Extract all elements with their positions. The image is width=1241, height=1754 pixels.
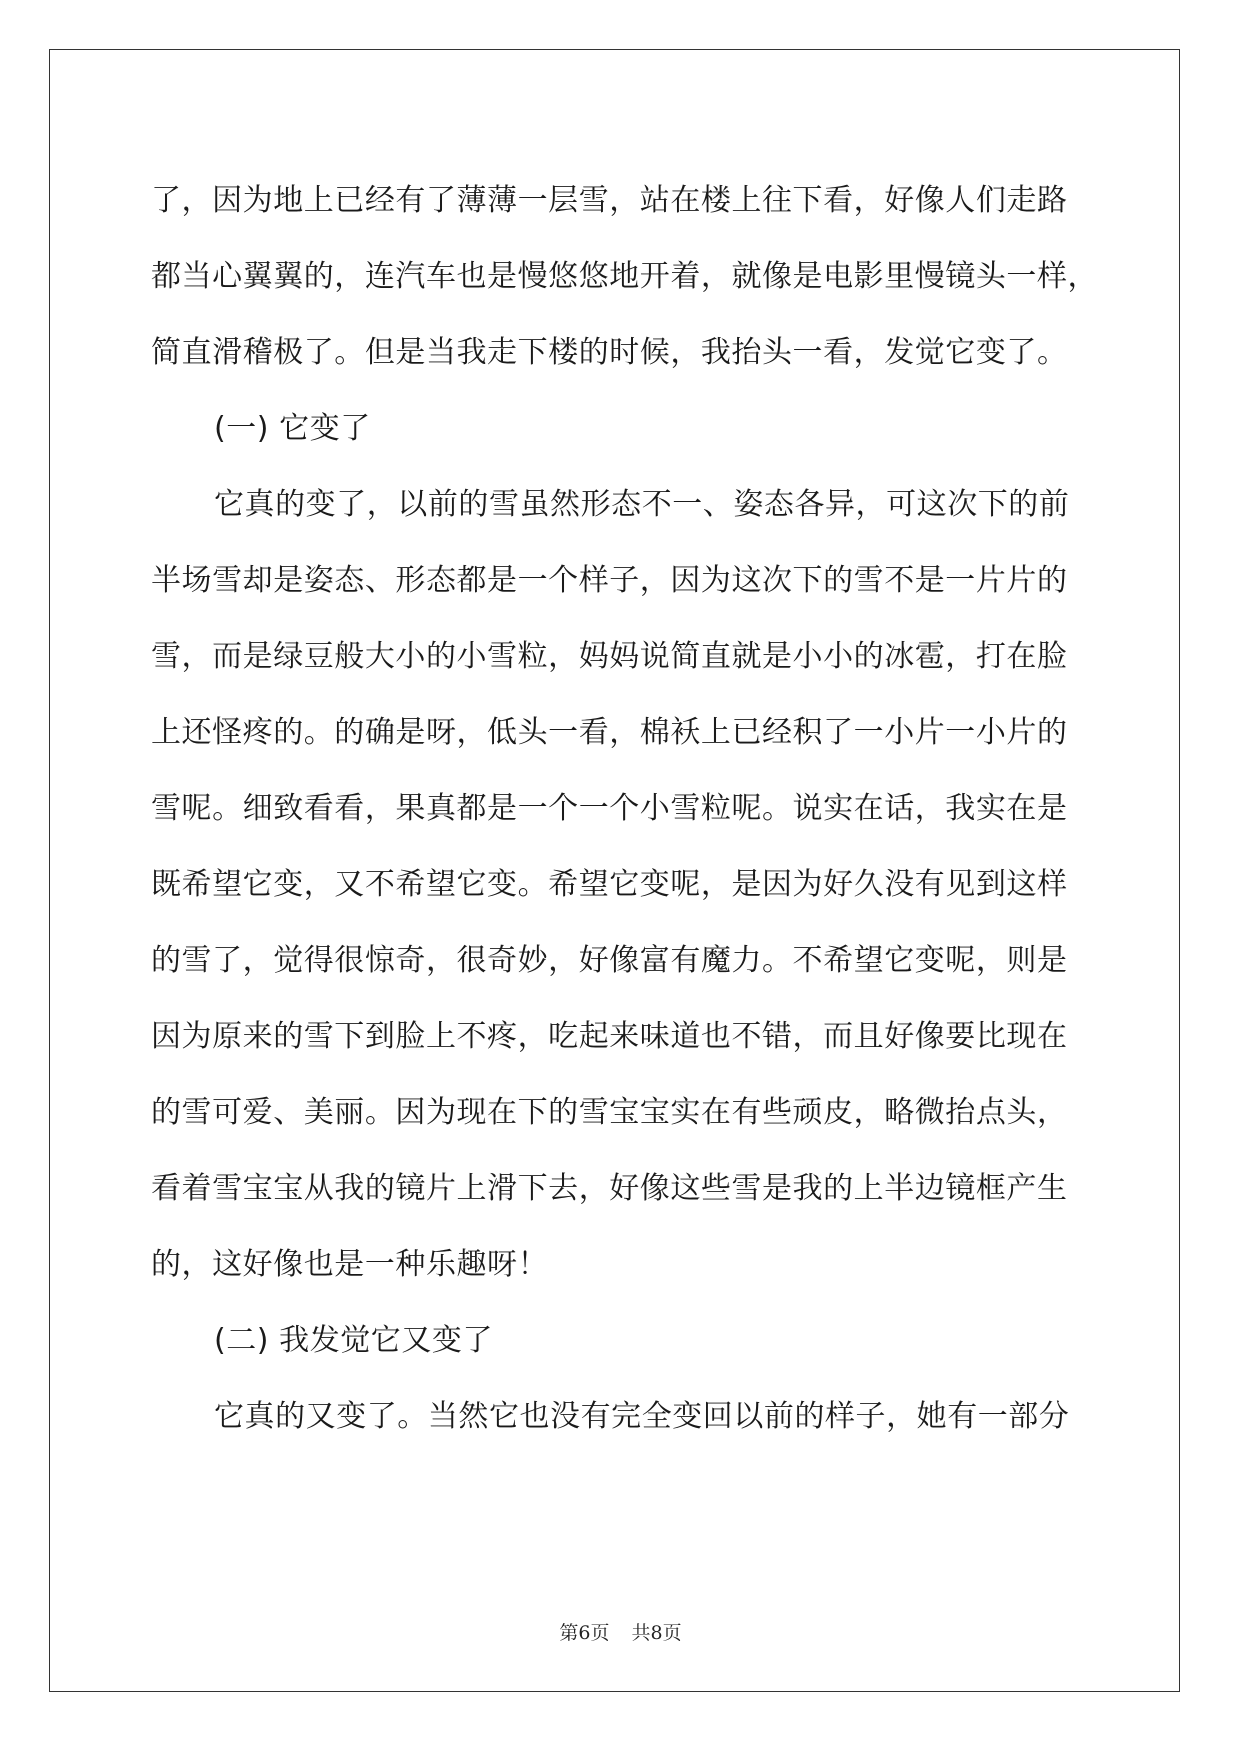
text-line: 的雪可爱、美丽。因为现在下的雪宝宝实在有些顽皮，略微抬点头，	[151, 1095, 1068, 1130]
paragraph-first-line: (二) 我发觉它又变了	[214, 1323, 493, 1358]
text-line: 都当心翼翼的，连汽车也是慢悠悠地开着，就像是电影里慢镜头一样，	[151, 259, 1099, 294]
document-body	[151, 163, 1099, 1455]
total-pages: 共8页	[631, 1622, 682, 1644]
text-line: 半场雪却是姿态、形态都是一个样子，因为这次下的雪不是一片片的	[151, 563, 1068, 598]
text-line: 雪呢。细致看看，果真都是一个一个小雪粒呢。说实在话，我实在是	[151, 791, 1068, 826]
text-line: 的雪了，觉得很惊奇，很奇妙，好像富有魔力。不希望它变呢，则是	[151, 943, 1068, 978]
text-line: 既希望它变，又不希望它变。希望它变呢，是因为好久没有见到这样	[151, 867, 1068, 902]
current-page-number: 第6页	[559, 1622, 610, 1644]
text-line: 了，因为地上已经有了薄薄一层雪，站在楼上往下看，好像人们走路	[151, 183, 1068, 218]
text-line: 上还怪疼的。的确是呀，低头一看，棉袄上已经积了一小片一小片的	[151, 715, 1068, 750]
paragraph-first-line: 它真的变了，以前的雪虽然形态不一、姿态各异，可这次下的前	[214, 487, 1070, 522]
paragraph-first-line: (一) 它变了	[214, 411, 371, 446]
page-footer	[0, 1618, 1241, 1645]
text-line: 看着雪宝宝从我的镜片上滑下去，好像这些雪是我的上半边镜框产生	[151, 1171, 1068, 1206]
text-line: 因为原来的雪下到脸上不疼，吃起来味道也不错，而且好像要比现在	[151, 1019, 1068, 1054]
text-line: 雪，而是绿豆般大小的小雪粒，妈妈说简直就是小小的冰雹，打在脸	[151, 639, 1068, 674]
text-line: 的，这好像也是一种乐趣呀！	[151, 1247, 549, 1282]
text-line: 简直滑稽极了。但是当我走下楼的时候，我抬头一看，发觉它变了。	[151, 335, 1068, 370]
paragraph-first-line: 它真的又变了。当然它也没有完全变回以前的样子，她有一部分	[214, 1399, 1070, 1434]
